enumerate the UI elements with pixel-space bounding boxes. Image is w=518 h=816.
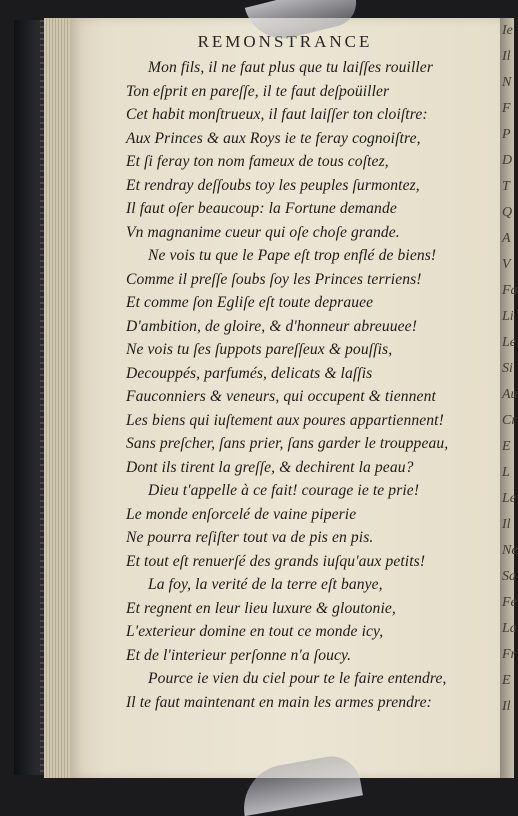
book-page <box>70 18 500 778</box>
facing-page-glyph: N <box>502 75 512 90</box>
facing-page-glyph: E <box>502 673 511 688</box>
facing-page-glyph: Le <box>502 335 516 350</box>
verse-line: Ton eſprit en pareſſe, il te faut deſpoüiller <box>126 82 390 100</box>
facing-page-glyph: Cr <box>502 413 517 428</box>
facing-page-glyph: Li <box>502 309 514 324</box>
facing-page-glyph: D <box>502 153 513 168</box>
facing-page-glyph: La <box>502 621 517 636</box>
verse-line: Et comme ſon Egliſe eſt toute deprauee <box>126 294 374 311</box>
facing-page-glyph: Ie <box>502 23 513 38</box>
facing-page-glyph: Fa <box>502 283 518 298</box>
verse-line: Et rendray deſſoubs toy les peuples ſurmontez, <box>126 176 420 194</box>
verse-line: D'ambition, de gloire, & d'honneur abreuuee! <box>126 317 417 335</box>
verse-line: Cet habit monſtrueux, il faut laiſſer ton cloiſtre: <box>126 106 428 123</box>
verse-line: Vn magnanime cueur qui oſe choſe grande. <box>126 223 400 241</box>
facing-page-glyph: F <box>502 101 511 116</box>
facing-page-glyph: L <box>502 465 510 480</box>
verse-line: Dieu t'appelle à ce fait! courage ie te prie! <box>148 482 420 499</box>
facing-page-glyph: Ne <box>502 543 518 558</box>
facing-page-glyph: Le <box>502 491 516 506</box>
verse-line: Et ſi feray ton nom fameux de tous coſtez, <box>126 153 389 170</box>
facing-page-glyph: Fe <box>502 595 517 610</box>
verse-line: Et regnent en leur lieu luxure & gloutonie, <box>126 599 396 617</box>
facing-page-glyph: Au <box>502 387 518 402</box>
facing-page-glyph: Sa <box>502 569 516 584</box>
verse-line: Sans preſcher, ſans prier, ſans garder le trouppeau, <box>126 435 449 452</box>
verse-line: Comme il preſſe ſoubs ſoy les Princes terriens! <box>126 270 422 288</box>
facing-page-glyph: Si <box>502 361 513 376</box>
verse-line: Dont ils tirent la greſſe, & dechirent la peau? <box>126 458 414 476</box>
verse-line: Et tout eſt renuerſé des grands iuſqu'aux petits! <box>126 552 426 570</box>
facing-page-glyph: Fr <box>502 647 516 662</box>
facing-page-fragment <box>500 18 518 778</box>
verse-line: Le monde enſorcelé de vaine piperie <box>126 505 357 523</box>
verse-line: Il te faut maintenant en main les armes prendre: <box>126 693 432 711</box>
facing-page-glyph: P <box>502 127 511 142</box>
verse-line: La foy, la verité de la terre eſt banye, <box>148 576 383 593</box>
facing-page-glyph: Il <box>502 517 511 532</box>
verse-line: Ne pourra reſiſter tout va de pis en pis. <box>126 529 374 546</box>
verse-line: Mon fils, il ne faut plus que tu laiſſes rouiller <box>148 59 434 76</box>
verse-line: Decouppés, parfumés, delicats & laſſis <box>126 364 373 382</box>
verse-line: Il faut oſer beaucoup: la Fortune demande <box>126 200 397 217</box>
facing-page-glyph: V <box>502 257 511 272</box>
verse-text <box>126 56 498 714</box>
verse-line: Aux Princes & aux Roys ie te feray cognoiſtre, <box>126 129 421 147</box>
verse-line: Ne vois tu ſes ſuppots pareſſeux & pouſſis, <box>126 341 393 358</box>
facing-page-glyph: A <box>502 231 511 246</box>
facing-page-glyph: Q <box>502 205 513 220</box>
verse-line: Ne vois tu que le Pape eſt trop enflé de biens! <box>148 247 437 264</box>
facing-page-glyph: E <box>502 439 511 454</box>
verse-line: L'exterieur domine en tout ce monde icy, <box>126 623 384 640</box>
facing-page-glyph: Il <box>502 699 511 714</box>
verse-line: Fauconniers & veneurs, qui occupent & tiennent <box>126 388 436 405</box>
facing-page-glyph: T <box>502 179 510 194</box>
verse-line: Les biens qui iuſtement aux poures appartiennent! <box>126 411 444 429</box>
verse-line: Et de l'interieur perſonne n'a ſoucy. <box>126 646 352 664</box>
facing-page-glyph: Il <box>502 49 511 64</box>
running-head: REMONSTRANCE <box>197 32 373 51</box>
verse-line: Pource ie vien du ciel pour te le faire entendre, <box>148 670 447 687</box>
